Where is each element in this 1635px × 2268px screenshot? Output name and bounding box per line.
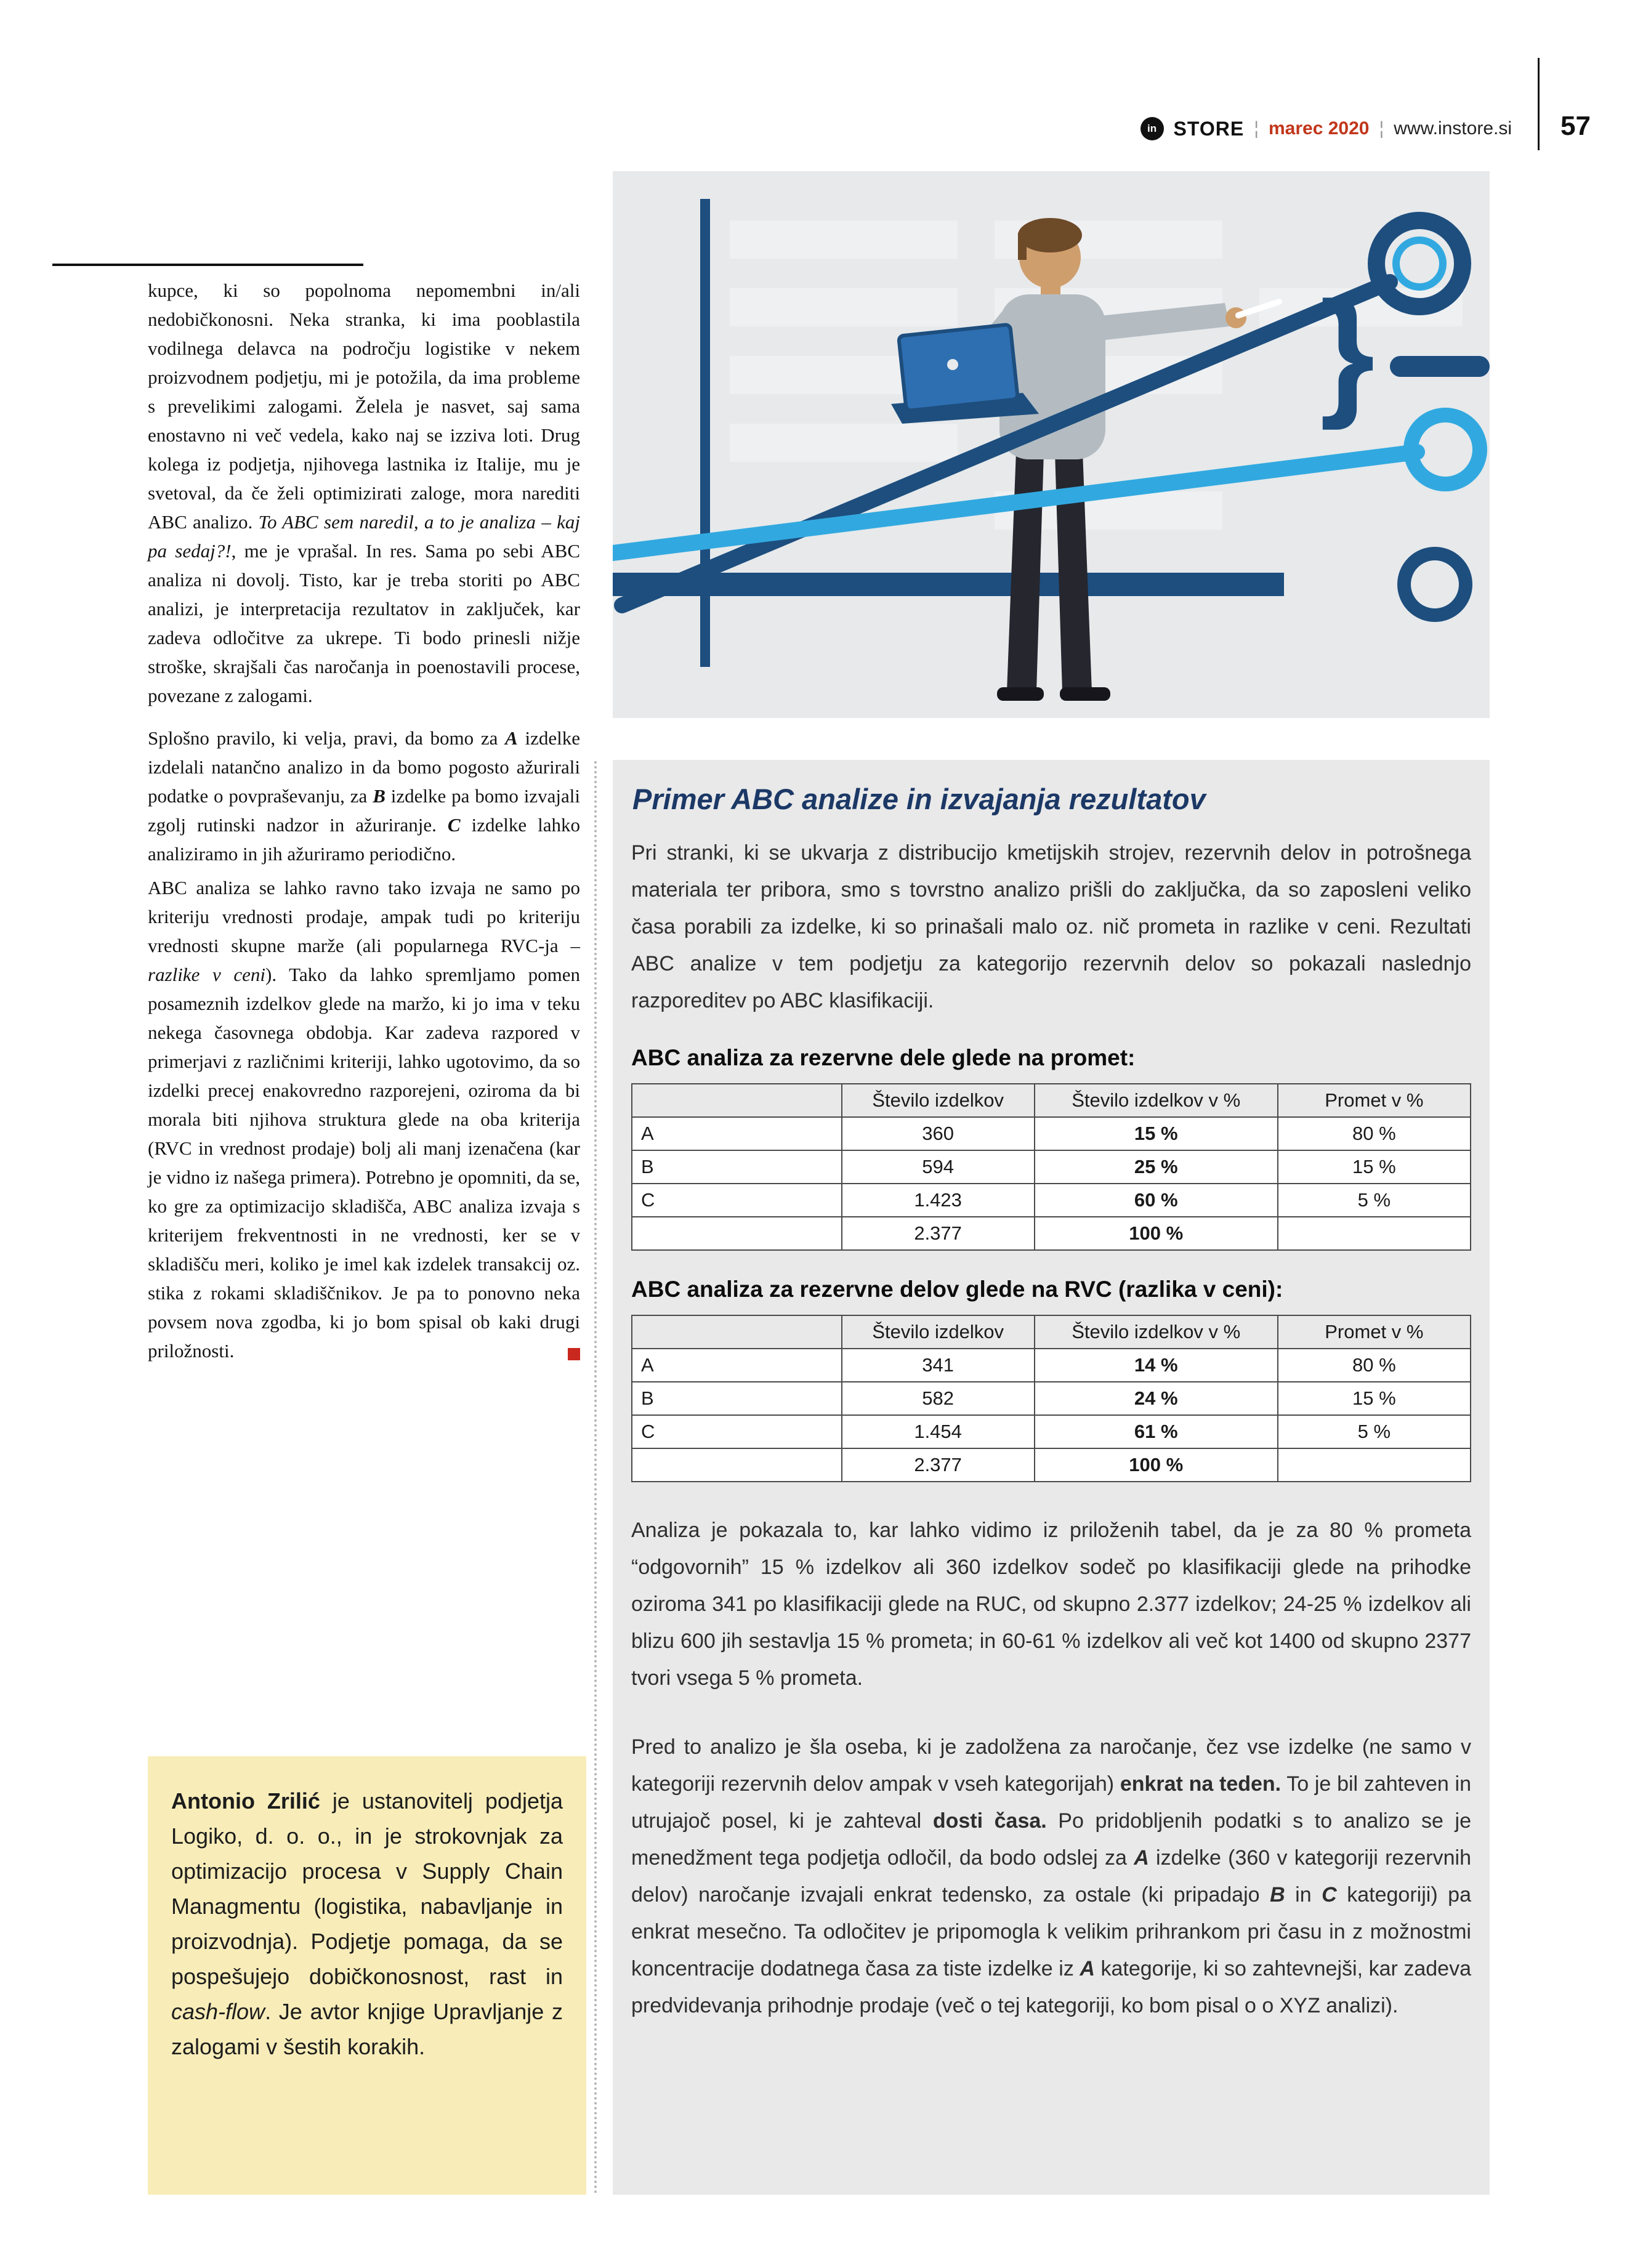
article-paragraph: [148, 276, 580, 710]
article-paragraph-text: kupce, ki so popolnoma nepomembni in/ali nedobičkonosni. Neka stranka, ki ima pooblastila vodilnega delavca na področju logistike v nekem proizvodnem podjetju, mi je potožila, da ima probleme s prevelikimi zalogami. Želela je nasvet, saj sama enostavno ni več vedela, kako naj se izziva loti. Drug kolega iz podjetja, njihovega lastnika iz Italije, mu je svetoval, da če želi optimizirati zaloge, mora narediti ABC analizo. To ABC sem naredil, a to je analiza – kaj pa sedaj?!, me je vprašal. In res. Sama po sebi ABC analiza ni dovolj. Tisto, kar je treba storiti po ABC analizi, je interpretacija rezultatov in zaključek, kar zadeva odločitve za ukrepe. Ti bodo prinesli nižje stroške, skrajšali čas naročanja in poenostavili procese, povezane z zalogami.: [148, 280, 580, 706]
table-cell: B: [632, 1382, 842, 1415]
table-cell: B: [632, 1150, 842, 1184]
issue-date: marec 2020: [1269, 118, 1370, 139]
author-bio-text: Antonio Zrilić je ustanovitelj podjetja Logiko, d. o. o., in je strokovnjak za optimizacijo procesa v Supply Chain Managmentu (logistika, nabavljanje in proizvodnja). Podjetje pomaga, da se pospešujejo dobičkonosnost, rast in cash-flow. Je avtor knjige Upravljanje z zalogami v šestih korakih.: [171, 1788, 563, 2059]
person-hair: [1018, 218, 1082, 252]
instore-logo-icon: in: [1140, 117, 1164, 140]
table-cell: 5 %: [1278, 1415, 1471, 1448]
table-cell: 24 %: [1035, 1382, 1278, 1415]
table-row: [632, 1415, 1471, 1448]
table-row: [632, 1217, 1471, 1250]
top-right-bar: [1390, 356, 1490, 377]
table-cell: 15 %: [1278, 1150, 1471, 1184]
abc-analysis-illustration: [613, 171, 1490, 718]
table-cell: 1.423: [842, 1184, 1035, 1217]
article-paragraph: [148, 873, 580, 1365]
table-header-cell: [632, 1084, 842, 1117]
table-header-row: [632, 1084, 1471, 1117]
intro-paragraph: Pri stranki, ki se ukvarja z distribucijo kmetijskih strojev, rezervnih delov in potrošnega materiala ter pribora, smo s tovrstno analizo prišli do zaključka, da so zaposleni veliko časa porabili za izdelke, ki so prinašali malo oz. nič prometa in razlike v ceni. Rezultati ABC analize v tem podjetju za kategorijo rezervnih delov so pokazali naslednjo razporeditev po ABC klasifikaciji.: [631, 841, 1471, 1012]
table-header-cell: Promet v %: [1278, 1315, 1471, 1349]
table-cell: A: [632, 1117, 842, 1150]
header-separator: ¦: [1254, 118, 1259, 139]
table-header-row: [632, 1315, 1471, 1349]
table-cell: 2.377: [842, 1448, 1035, 1482]
article-column: [148, 276, 580, 1365]
table-cell: [632, 1217, 842, 1250]
article-paragraph-text: ABC analiza se lahko ravno tako izvaja ne samo po kriteriju vrednosti prodaje, ampak tudi po kriteriju vrednosti skupne marže (ali popularnega RVC-ja – razlike v ceni). Tako da lahko spremljamo pomen posameznih izdelkov glede na maržo, ki jo ima v teku nekega časovnega obdobja. Kar zadeva razpored v primerjavi z različnimi kriteriji, lahko ugotovimo, da so izdelki precej enakovredno razporejeni, oziroma da bi morala biti njihova struktura glede na oba kriterija (RVC in vrednost prodaje) bolj ali manj izenačena (kar je vidno iz našega primera). Potrebno je opomniti, da se, ko gre za optimizacijo skladišča, ABC analiza izvaja s kriterijem frekventnosti in ne vrednosti, ker se v skladišču meri, koliko je imel kak izdelek transakcij oz. stika z rokami skladiščnikov. Je pa to ponovno neka povsem nova zgodba, ki jo bom spisal ob kaki drugi priložnosti.: [148, 877, 580, 1362]
table-cell: [632, 1448, 842, 1482]
header-vertical-rule: [1538, 58, 1540, 150]
table-row: [632, 1184, 1471, 1217]
abc-example-section: [613, 760, 1490, 2195]
table-header-cell: Število izdelkov v %: [1035, 1315, 1278, 1349]
table-row: [632, 1448, 1471, 1482]
table-header-cell: Promet v %: [1278, 1084, 1471, 1117]
table-cell: 100 %: [1035, 1217, 1278, 1250]
table-cell: [1278, 1217, 1471, 1250]
laptop-logo-dot: [947, 359, 958, 370]
table-cell: A: [632, 1349, 842, 1382]
table-cell: 1.454: [842, 1415, 1035, 1448]
table-cell: 15 %: [1278, 1382, 1471, 1415]
table-cell: 341: [842, 1349, 1035, 1382]
table-cell: 2.377: [842, 1217, 1035, 1250]
article-paragraph: [148, 724, 580, 868]
analysis-paragraph: Analiza je pokazala to, kar lahko vidimo iz priloženih tabel, da je za 80 % prometa “odgovornih” 15 % izdelkov ali 360 izdelkov sodeč po klasifikaciji glede na prihodke oziroma 341 po klasifikaciji glede na RUC, od skupno 2.377 izdelkov; 24-25 % izdelkov ali blizu 600 jih sestavlja 15 % prometa; in 60-61 % izdelkov ali več kot 1400 od skupno 2377 tvori vsega 5 % prometa.: [631, 1519, 1471, 1690]
abc-rvc-table: [631, 1315, 1471, 1482]
table-row: [632, 1349, 1471, 1382]
table1-heading: ABC analiza za rezervne dele glede na promet:: [631, 1045, 1136, 1070]
table-cell: 61 %: [1035, 1415, 1278, 1448]
article-paragraph-text: Splošno pravilo, ki velja, pravi, da bomo za A izdelke izdelali natančno analizo in da bomo pogosto ažurirali podatke o povpraševanju, za B izdelke pa bomo izvajali zgolj rutinski nadzor in ažuriranje. C izdelke lahko analiziramo in jih ažuriramo periodično.: [148, 727, 580, 865]
table-header-cell: Število izdelkov: [842, 1084, 1035, 1117]
table2-heading: ABC analiza za rezervne delov glede na RVC (razlika v ceni):: [631, 1277, 1283, 1302]
header-separator: ¦: [1379, 118, 1384, 139]
abc-promet-table: [631, 1083, 1471, 1251]
table-cell: 5 %: [1278, 1184, 1471, 1217]
table-cell: 100 %: [1035, 1448, 1278, 1482]
article-end-mark: [568, 1348, 580, 1360]
table-cell: 360: [842, 1117, 1035, 1150]
chart-horizontal-bar: [613, 573, 1284, 596]
page-header: [1140, 117, 1512, 140]
table-cell: 60 %: [1035, 1184, 1278, 1217]
chart-y-axis: [700, 199, 710, 667]
table-cell: [1278, 1448, 1471, 1482]
column-divider: [594, 761, 597, 2195]
magazine-name: STORE: [1173, 117, 1245, 140]
top-left-rule: [52, 264, 363, 266]
section-title: Primer ABC analize in izvajanja rezultatov: [632, 783, 1206, 815]
website-url: www.instore.si: [1394, 118, 1512, 139]
table-header-cell: Število izdelkov v %: [1035, 1084, 1278, 1117]
conclusion-paragraph: Pred to analizo je šla oseba, ki je zadolžena za naročanje, čez vse izdelke (ne samo v kategoriji rezervnih delov ampak v vseh kategorijah) enkrat na teden. To je bil zahteven in utrujajoč posel, ki je zahteval dosti časa. Po pridobljenih podatki s to analizo se je menedžment tega podjetja odločil, da bodo odslej za A izdelke (360 v kategoriji rezervnih delov) naročanje izvajali enkrat tedensko, za ostale (ki pripadajo B in C kategoriji) pa enkrat mesečno. Ta odločitev je pripomogla k velikim prihrankom pri času in z možnostmi koncentracije dodatnega časa za tiste izdelke iz A kategorije, ki so zahtevnejši, kar zadeva predvidevanja prihodnje prodaje (več o tej kategoriji, ko bom pisal o o XYZ analizi).: [631, 1735, 1472, 2017]
page-number: 57: [1560, 111, 1591, 141]
table-header-cell: Število izdelkov: [842, 1315, 1035, 1349]
table-cell: 25 %: [1035, 1150, 1278, 1184]
table-cell: C: [632, 1184, 842, 1217]
brace-glyph: }: [1320, 272, 1375, 430]
table-header-cell: [632, 1315, 842, 1349]
table-row: [632, 1382, 1471, 1415]
table-row: [632, 1117, 1471, 1150]
table-cell: 582: [842, 1382, 1035, 1415]
table-cell: 80 %: [1278, 1349, 1471, 1382]
table-cell: 14 %: [1035, 1349, 1278, 1382]
table-cell: 15 %: [1035, 1117, 1278, 1150]
table-cell: 80 %: [1278, 1117, 1471, 1150]
table-cell: 594: [842, 1150, 1035, 1184]
table-cell: C: [632, 1415, 842, 1448]
table-row: [632, 1150, 1471, 1184]
author-bio-box: [148, 1756, 586, 2195]
